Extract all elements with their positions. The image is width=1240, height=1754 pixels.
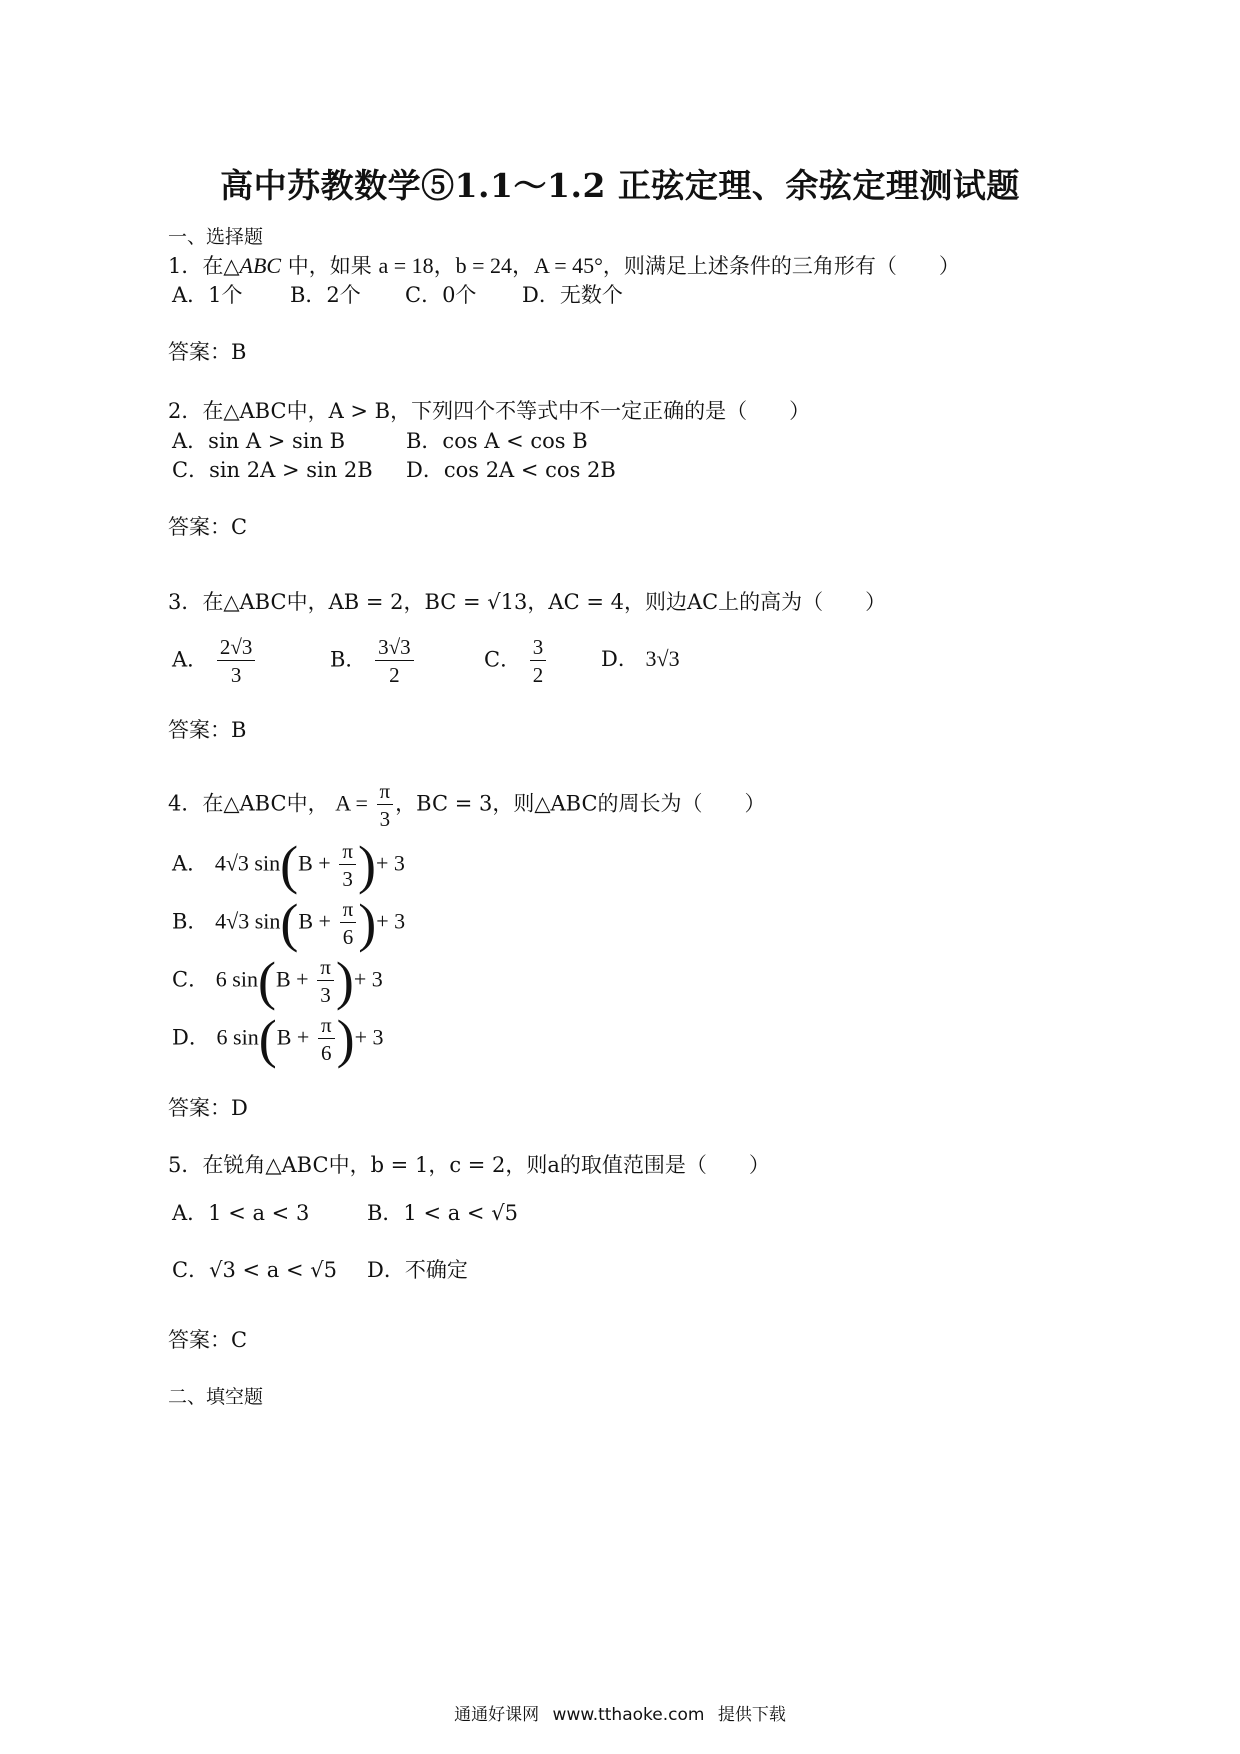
fraction-denominator: 2 <box>532 663 544 688</box>
q3-option-b-fraction <box>375 636 414 686</box>
fraction-numerator: π <box>318 1014 335 1039</box>
q3-option-a-fraction <box>217 636 256 686</box>
question-4: 4．在△ABC中， A = $\frac{\pi}{3}$ ，BC = 3，则△ABC的周长为（ ） <box>168 779 766 832</box>
q3-option-b-label: B． <box>330 647 367 672</box>
fraction-numerator: π <box>339 840 356 865</box>
q4-option-c-label: C． <box>172 967 210 992</box>
page-title: 高中苏教数学⑤1.1～1.2 正弦定理、余弦定理测试题 <box>220 166 1020 205</box>
q4-option-a-coef: 4√3 sin <box>214 850 281 876</box>
q5-option-a: A．1 < a < 3 <box>172 1201 310 1225</box>
fraction-numerator: 3√3 <box>375 636 414 661</box>
fraction-denominator: 3 <box>379 807 391 832</box>
fraction-numerator: π <box>340 898 357 923</box>
q3-option-b <box>330 636 416 686</box>
q4-option-a-tail: + 3 <box>375 850 405 876</box>
q1-stem-b: 中，如果 <box>287 254 372 278</box>
q1-answer: 答案：B <box>168 340 247 364</box>
q2-option-a: A．sin A > sin B <box>172 429 346 453</box>
q2-option-d: D．cos 2A < cos 2B <box>406 458 616 482</box>
q1-option-b: B．2个 <box>290 283 361 307</box>
q4-stem-a: 4．在△ABC中， <box>168 791 329 816</box>
q3-option-c <box>484 636 548 686</box>
q3-option-a <box>172 636 257 686</box>
footer-site-name: 通通好课网 <box>454 1705 540 1725</box>
fraction-numerator: π <box>377 780 394 805</box>
q4-option-a-b-plus: B + <box>298 850 331 876</box>
q4-option-d-fraction <box>318 1014 335 1064</box>
q5-option-b: B．1 < a < √5 <box>367 1201 518 1225</box>
q4-option-d-tail: + 3 <box>354 1024 384 1050</box>
q3-option-d-label: D． <box>601 647 639 671</box>
q4-answer: 答案：D <box>168 1096 248 1120</box>
footer-url[interactable]: www.tthaoke.com <box>552 1705 705 1725</box>
q1-option-d: D．无数个 <box>522 283 623 307</box>
q4-option-c-tail: + 3 <box>353 966 383 992</box>
q5-option-d: D．不确定 <box>367 1258 468 1282</box>
q3-option-c-label: C． <box>484 647 522 672</box>
section-heading-fill: 二、填空题 <box>168 1386 264 1408</box>
q4-option-c-coef: 6 sin <box>215 966 258 992</box>
fraction-denominator: 2 <box>389 663 400 688</box>
q4-option-a-label: A． <box>172 851 209 876</box>
q3-option-a-label: A． <box>172 647 209 672</box>
fraction-numerator: π <box>317 956 334 981</box>
fraction-numerator: 2√3 <box>217 636 256 661</box>
section-heading-choice: 一、选择题 <box>168 226 264 248</box>
q4-option-d-coef: 6 sin <box>216 1024 259 1050</box>
q4-option-d: D． 6 sin(B + $\frac{\pi}{6}$ )+ 3 <box>172 1009 384 1069</box>
q4-option-b-label: B． <box>172 909 209 934</box>
q4-angle-fraction <box>377 780 394 830</box>
q5-option-c: C．√3 < a < √5 <box>172 1258 337 1282</box>
q4-option-d-b-plus: B + <box>276 1024 310 1050</box>
fraction-denominator: 6 <box>342 925 354 949</box>
question-3: 3．在△ABC中，AB = 2，BC = √13，AC = 4，则边AC上的高为（ ） <box>168 590 887 614</box>
q4-a-eq: A = <box>335 790 368 816</box>
q1-condition: a = 18，b = 24，A = 45° <box>378 253 603 278</box>
fraction-denominator: 6 <box>321 1041 332 1065</box>
q4-option-a-fraction <box>339 840 356 890</box>
footer-tail: 提供下载 <box>717 1705 786 1725</box>
q4-option-b: B． 4√3 sin(B + $\frac{\pi}{6}$ )+ 3 <box>172 893 406 953</box>
q4-option-b-tail: + 3 <box>376 908 406 934</box>
fraction-numerator: 3 <box>530 636 547 661</box>
fraction-denominator: 3 <box>342 867 353 891</box>
q1-stem-a: 1．在△ <box>168 254 240 278</box>
q4-option-b-b-plus: B + <box>298 908 331 934</box>
q4-option-b-fraction <box>340 898 357 948</box>
page-footer <box>0 1700 1240 1725</box>
q3-option-c-fraction <box>530 636 547 686</box>
q4-option-c: C． 6 sin(B + $\frac{\pi}{3}$ )+ 3 <box>172 951 383 1011</box>
question-5: 5．在锐角△ABC中，b = 1，c = 2，则a的取值范围是（ ） <box>168 1153 770 1177</box>
question-1: 1．在△ABC 中，如果 a = 18，b = 24，A = 45°，则满足上述条件的三角形有（ ） <box>168 253 960 278</box>
question-2: 2．在△ABC中，A > B，下列四个不等式中不一定正确的是（ ） <box>168 399 811 423</box>
q3-option-d-value: 3√3 <box>645 646 680 671</box>
fraction-denominator: 3 <box>320 983 331 1007</box>
q2-answer: 答案：C <box>168 515 248 539</box>
q3-option-d <box>601 648 680 670</box>
q4-stem-b: BC = 3，则△ABC的周长为（ ） <box>416 791 766 816</box>
q1-option-a: A．1个 <box>172 283 243 307</box>
q4-option-c-b-plus: B + <box>275 966 309 992</box>
q2-option-b: B．cos A < cos B <box>406 429 588 453</box>
q4-option-d-label: D． <box>172 1025 210 1050</box>
q5-answer: 答案：C <box>168 1328 248 1352</box>
q2-option-c: C．sin 2A > sin 2B <box>172 458 373 482</box>
q4-option-a: A． 4√3 sin(B + $\frac{\pi}{3}$ )+ 3 <box>172 835 405 895</box>
q1-stem-c: ，则满足上述条件的三角形有（ ） <box>602 254 960 278</box>
fraction-denominator: 3 <box>230 663 242 688</box>
q4-option-c-fraction <box>317 956 334 1006</box>
q1-option-c: C．0个 <box>405 283 477 307</box>
q3-answer: 答案：B <box>168 718 247 742</box>
q4-option-b-coef: 4√3 sin <box>215 908 281 934</box>
